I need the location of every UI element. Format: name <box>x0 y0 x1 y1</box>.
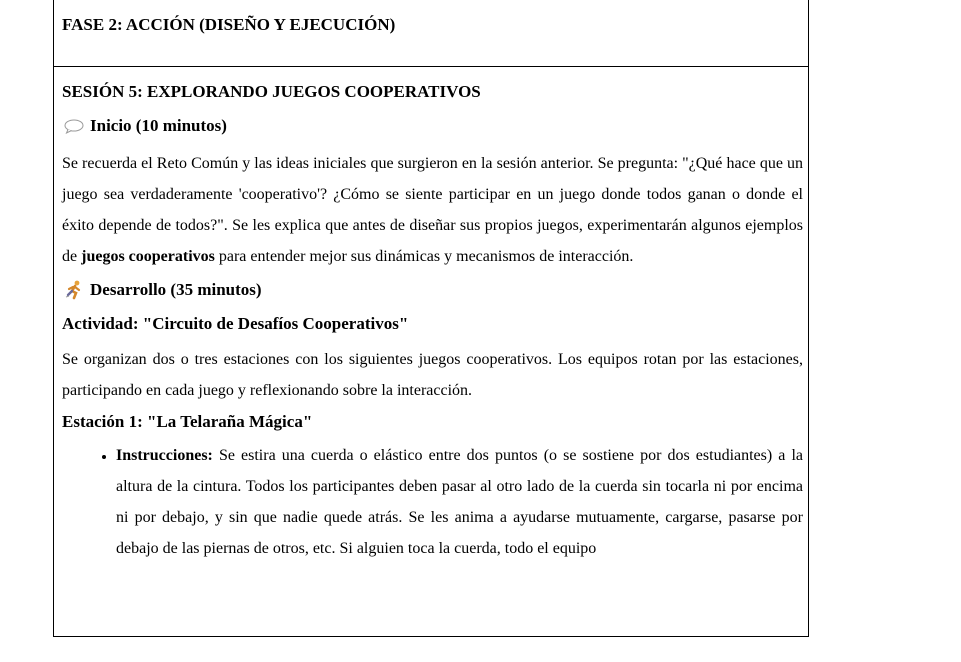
estacion-heading: Estación 1: "La Telaraña Mágica" <box>62 412 313 431</box>
inicio-text-2: para entender mejor sus dinámicas y mecanismos de interacción. <box>214 248 634 265</box>
inicio-paragraph <box>62 148 803 272</box>
document-table <box>53 0 809 637</box>
list-item <box>116 440 803 564</box>
inicio-text-1: Se recuerda el Reto Común y las ideas iniciales que surgieron en la sesión anterior. Se pregunta: "¿Qué hace que un juego sea verdaderamente 'cooperativo'? ¿Cómo se siente participar en un juego donde todos ganan o donde el éxito depende de todos?". Se les explica que antes de diseñar sus propios juegos, experimentarán algunos ejemplos de <box>62 155 803 265</box>
phase-row <box>54 0 808 67</box>
actividad-paragraph: Se organizan dos o tres estaciones con los siguientes juegos cooperativos. Los equipos rotan por las estaciones, participando en cada juego y reflexionando sobre la interacción. <box>62 351 803 399</box>
inicio-text-bold: juegos cooperativos <box>81 248 215 265</box>
instrucciones-list <box>62 440 803 564</box>
desarrollo-heading: Desarrollo (35 minutos) <box>90 280 262 299</box>
speech-bubble-icon <box>64 119 84 134</box>
instrucciones-label: Instrucciones: <box>116 447 213 464</box>
actividad-heading: Actividad: "Circuito de Desafíos Cooperativos" <box>62 314 409 333</box>
session-title: SESIÓN 5: EXPLORANDO JUEGOS COOPERATIVOS <box>62 82 481 101</box>
phase-title: FASE 2: ACCIÓN (DISEÑO Y EJECUCIÓN) <box>62 15 396 34</box>
instrucciones-text: Se estira una cuerda o elástico entre dos puntos (o se sostiene por dos estudiantes) a la altura de la cintura. Todos los participantes deben pasar al otro lado de la cuerda sin tocarla ni por encima ni por debajo, y sin que nadie quede atrás. Se les anima a ayudarse mutuamente, cargarse, pasarse por debajo de las piernas de otros, etc. Si alguien toca la cuerda, todo el equipo <box>116 447 803 557</box>
inicio-heading: Inicio (10 minutos) <box>90 116 227 135</box>
desarrollo-heading-row <box>64 280 803 300</box>
runner-icon <box>64 280 84 300</box>
session-content <box>62 82 803 564</box>
inicio-heading-row <box>64 116 803 136</box>
